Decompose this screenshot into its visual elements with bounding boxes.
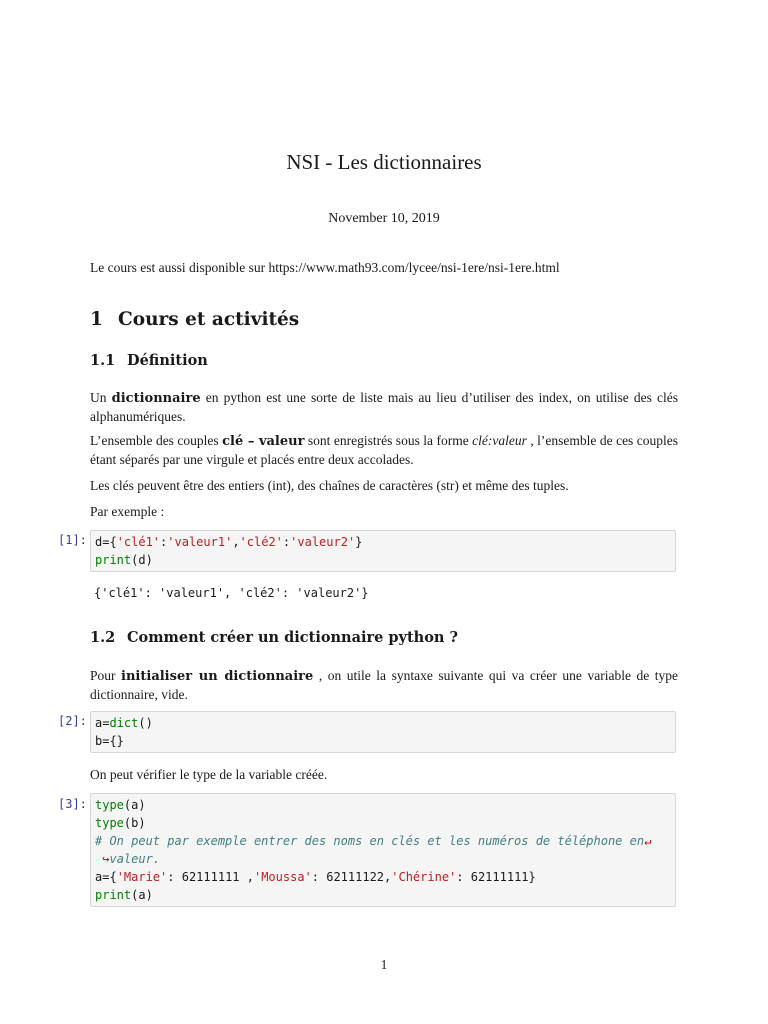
code-cell-1[interactable] xyxy=(90,530,676,572)
code-token: } xyxy=(355,535,363,549)
code-token: , xyxy=(232,535,240,549)
text-span: , on utile la syntaxe suivante qui va créer une variable de type dictionnaire, vide. xyxy=(90,668,678,702)
code-line xyxy=(95,832,671,850)
code-cell-3[interactable] xyxy=(90,793,676,907)
text-span: L’ensemble des couples xyxy=(90,433,223,448)
document-title: NSI - Les dictionnaires xyxy=(286,150,482,174)
code-token: (b) xyxy=(123,816,146,830)
code-string: 'valeur1' xyxy=(167,535,233,549)
code-string: 'Chérine' xyxy=(391,870,457,884)
code-string: 'Moussa' xyxy=(253,870,312,884)
text-span: Pour xyxy=(90,668,122,683)
code-keyword: print xyxy=(95,888,132,902)
subsection-heading-create xyxy=(90,629,458,646)
code-token: : 62111111 , xyxy=(167,870,254,884)
code-keyword: type xyxy=(95,798,124,812)
code-token: : xyxy=(160,535,168,549)
code-keyword: type xyxy=(95,816,124,830)
section-number: 1 xyxy=(90,309,103,330)
text-span: sont enregistrés sous la forme xyxy=(304,433,473,448)
subsection-number: 1.1 xyxy=(90,352,116,369)
cell-output-1: {'clé1': 'valeur1', 'clé2': 'valeur2'} xyxy=(94,586,369,600)
code-string: 'clé2' xyxy=(239,535,283,549)
code-line xyxy=(95,551,671,569)
subsection-title: Comment créer un dictionnaire python ? xyxy=(127,629,458,646)
cell-prompt: [3]: xyxy=(58,797,87,811)
code-line xyxy=(95,714,671,732)
bold-term: initialiser un dictionnaire xyxy=(121,669,314,684)
code-line: b={} xyxy=(95,734,124,748)
subsection-heading-definition xyxy=(90,352,208,369)
italic-term: clé:valeur xyxy=(472,433,527,448)
section-heading xyxy=(90,309,299,330)
code-line xyxy=(95,533,671,551)
definition-paragraph xyxy=(90,389,678,426)
line-continuation-icon: ↵ xyxy=(644,834,652,848)
code-token: (d) xyxy=(131,553,153,567)
code-string: 'valeur2' xyxy=(290,535,356,549)
page-number: 1 xyxy=(380,957,388,972)
cell-prompt: [1]: xyxy=(58,533,87,547)
code-token: a={ xyxy=(95,870,117,884)
keys-paragraph: Les clés peuvent être des entiers (int), des chaînes de caractères (str) et même des tuples. xyxy=(90,478,569,493)
wrap-arrow-icon: ↪ xyxy=(102,852,110,866)
section-title: Cours et activités xyxy=(118,309,300,330)
code-keyword: dict xyxy=(109,716,139,730)
init-paragraph xyxy=(90,667,678,704)
code-line xyxy=(95,886,671,904)
text-span: en python est une sorte de liste mais au lieu d’utiliser des index, on utilise des clés alphanumériques. xyxy=(90,390,679,424)
code-token: : 62111111} xyxy=(456,870,536,884)
text-span: , l’ensemble de ces couples étant séparés par une virgule et placés entre deux accolades. xyxy=(90,433,679,467)
bold-term: dictionnaire xyxy=(111,391,201,406)
code-line xyxy=(95,850,671,868)
code-string: 'clé1' xyxy=(116,535,161,549)
code-line xyxy=(95,796,671,814)
document-date: November 10, 2019 xyxy=(328,211,440,226)
code-line xyxy=(95,868,671,886)
code-cell-2[interactable] xyxy=(90,711,676,753)
example-paragraph: Par exemple : xyxy=(90,504,165,519)
code-line xyxy=(95,814,671,832)
text-span: Un xyxy=(90,390,112,405)
code-comment: # On peut par exemple entrer des noms en clés et les numéros de téléphone en xyxy=(95,834,645,848)
code-token: (a) xyxy=(131,888,153,902)
code-token: : xyxy=(282,535,291,549)
type-check-paragraph: On peut vérifier le type de la variable créée. xyxy=(90,767,328,782)
bold-term: clé – valeur xyxy=(222,434,305,449)
couples-paragraph xyxy=(90,432,678,469)
code-string: 'Marie' xyxy=(116,870,168,884)
code-token: : 62111122, xyxy=(311,870,392,884)
intro-paragraph: Le cours est aussi disponible sur https://www.math93.com/lycee/nsi-1ere/nsi-1ere.html xyxy=(90,260,560,275)
code-token: (a) xyxy=(123,798,146,812)
cell-prompt: [2]: xyxy=(58,714,87,728)
code-token: d={ xyxy=(95,535,117,549)
code-comment: valeur. xyxy=(109,852,161,866)
code-keyword: print xyxy=(95,553,132,567)
subsection-number: 1.2 xyxy=(90,629,116,646)
subsection-title: Définition xyxy=(127,352,208,369)
code-token: a= xyxy=(95,716,110,730)
code-token: () xyxy=(138,716,153,730)
